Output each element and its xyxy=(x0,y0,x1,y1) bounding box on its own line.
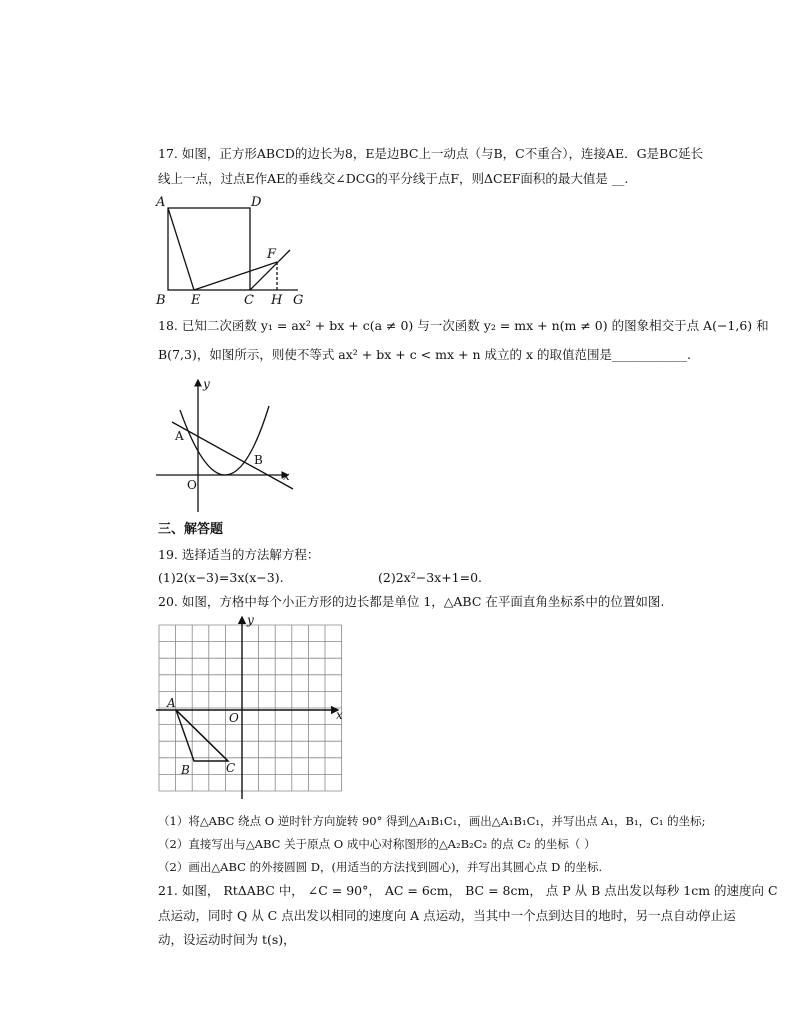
point-a-label: A xyxy=(167,696,176,710)
point-a-label: A xyxy=(175,429,184,443)
q18-line1: 18. 已知二次函数 y₁ = ax² + bx + c(a ≠ 0) 与一次函数 y₂ = mx + n(m ≠ 0) 的图象相交于点 A(−1,6) 和 xyxy=(158,318,769,333)
q18-figure xyxy=(150,372,295,514)
q20-stem: 20. 如图，方格中每个小正方形的边长都是单位 1，△ABC 在平面直角坐标系中的位置如图. xyxy=(158,594,665,609)
y-axis-label: y xyxy=(247,613,254,627)
q20-grid-figure xyxy=(150,615,350,803)
label-g: G xyxy=(293,293,304,308)
label-a: A xyxy=(156,195,166,210)
q21-line3: 动，设运动时间为 t(s)， xyxy=(158,932,296,947)
q17-line2: 线上一点，过点E作AE的垂线交∠DCG的平分线于点F，则ΔCEF面积的最大值是 __. xyxy=(158,171,629,186)
label-b: B xyxy=(156,293,166,308)
label-c: C xyxy=(244,293,254,308)
label-f: F xyxy=(267,247,277,262)
origin-label: O xyxy=(187,478,197,492)
q19-stem: 19. 选择适当的方法解方程： xyxy=(158,547,320,562)
segment-ae xyxy=(168,208,194,290)
q17-line1: 17. 如图，正方形ABCD的边长为8，E是边BC上一动点（与B，C不重合），连接AE．G是BC延长 xyxy=(158,146,704,161)
q20-part1: （1）将△ABC 绕点 O 逆时针方向旋转 90° 得到△A₁B₁C₁，画出△A₁B₁C₁，并写出点 A₁，B₁，C₁ 的坐标; xyxy=(158,814,706,828)
q19-part1: (1)2(x−3)=3x(x−3). xyxy=(158,570,284,585)
section-heading: 三、解答题 xyxy=(158,522,224,537)
q21-line1: 21. 如图， RtΔABC 中， ∠C = 90°， AC = 6cm， BC = 8cm， 点 P 从 B 点出发以每秒 1cm 的速度向 C xyxy=(158,883,778,898)
origin-label: O xyxy=(229,711,239,725)
q19-part2: (2)2x²−3x+1=0. xyxy=(378,570,483,585)
q18-line2: B(7,3)，如图所示，则使不等式 ax² + bx + c < mx + n 成立的 x 的取值范围是____________. xyxy=(158,347,691,362)
q21-line2: 点运动，同时 Q 从 C 点出发以相同的速度向 A 点运动，当其中一个点到达目的地时，另一点自动停止运 xyxy=(158,908,736,923)
point-c-label: C xyxy=(226,761,236,775)
y-axis-label: y xyxy=(203,377,210,391)
q20-part2: （2）直接写出与△ABC 关于原点 O 成中心对称图形的△A₂B₂C₂ 的点 C₂ 的坐标（ ） xyxy=(158,837,596,851)
x-axis-label: x xyxy=(336,708,343,722)
x-axis-label: x xyxy=(283,469,290,483)
label-d: D xyxy=(251,195,262,210)
point-b-label: B xyxy=(254,453,263,467)
square-abcd xyxy=(168,208,250,290)
label-e: E xyxy=(191,293,201,308)
q20-part3: （2）画出△ABC 的外接圆圆 D，(用适当的方法找到圆心)，并写出其圆心点 D 的坐标. xyxy=(158,860,603,874)
segment-ac xyxy=(176,710,228,761)
point-b-label: B xyxy=(181,763,190,777)
label-h: H xyxy=(271,293,283,308)
q17-figure xyxy=(150,194,310,310)
